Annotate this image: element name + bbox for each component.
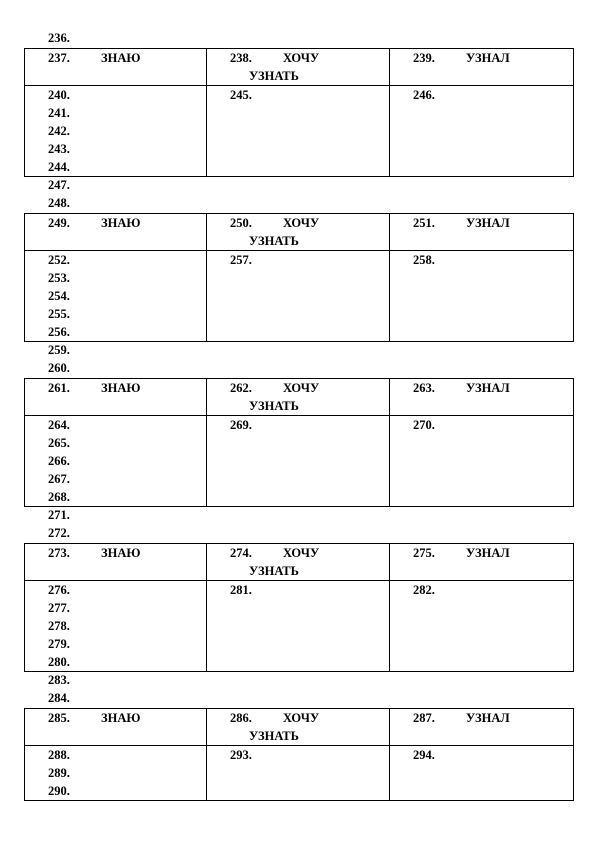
- know-item: 242.: [48, 124, 70, 138]
- numbered-line: 271.: [48, 508, 70, 522]
- know-item: 290.: [48, 784, 70, 798]
- kwl-header-row: [25, 709, 574, 746]
- numbered-line: 236.: [48, 31, 70, 45]
- header-number: 262.: [230, 381, 252, 395]
- know-item: 266.: [48, 454, 70, 468]
- learned-cell[interactable]: [390, 416, 574, 507]
- kwl-body-row: [25, 746, 574, 801]
- header-number: 238.: [230, 51, 252, 65]
- know-header-cell: [25, 214, 207, 251]
- know-item: 253.: [48, 271, 70, 285]
- learned-cell[interactable]: [390, 251, 574, 342]
- know-item-list: [25, 581, 206, 671]
- header-number: 275.: [413, 546, 435, 560]
- want-header-cell: [207, 379, 390, 416]
- learned-item: 246.: [413, 88, 435, 102]
- learned-item: 258.: [413, 253, 435, 267]
- kwl-table: [24, 708, 574, 801]
- header-number: 287.: [413, 711, 435, 725]
- want-header-cell: [207, 49, 390, 86]
- know-label: ЗНАЮ: [101, 711, 141, 725]
- know-item: 288.: [48, 748, 70, 762]
- learned-header-cell: [390, 544, 574, 581]
- learned-cell[interactable]: [390, 746, 574, 801]
- numbered-line: 283.: [48, 673, 70, 687]
- know-label: ЗНАЮ: [101, 381, 141, 395]
- know-item: 268.: [48, 490, 70, 504]
- want-cell[interactable]: [207, 746, 390, 801]
- know-cell[interactable]: [25, 251, 207, 342]
- learned-header-cell: [390, 49, 574, 86]
- header-number: 286.: [230, 711, 252, 725]
- learned-label: УЗНАЛ: [466, 216, 510, 230]
- learned-item: 270.: [413, 418, 435, 432]
- kwl-header-row: [25, 544, 574, 581]
- want-cell[interactable]: [207, 581, 390, 672]
- want-label-line1: ХОЧУ: [283, 546, 320, 560]
- want-cell[interactable]: [207, 251, 390, 342]
- know-item: 267.: [48, 472, 70, 486]
- want-label-line2: УЗНАТЬ: [249, 729, 299, 743]
- numbered-line: 248.: [48, 196, 70, 210]
- kwl-header-row: [25, 214, 574, 251]
- header-number: 285.: [48, 711, 70, 725]
- know-label: ЗНАЮ: [101, 546, 141, 560]
- want-header-cell: [207, 214, 390, 251]
- kwl-body-row: [25, 416, 574, 507]
- know-item-list: [25, 416, 206, 506]
- learned-header-cell: [390, 709, 574, 746]
- want-label-line2: УЗНАТЬ: [249, 69, 299, 83]
- header-number: 261.: [48, 381, 70, 395]
- header-number: 249.: [48, 216, 70, 230]
- learned-label: УЗНАЛ: [466, 546, 510, 560]
- numbered-line: 260.: [48, 361, 70, 375]
- know-label: ЗНАЮ: [101, 51, 141, 65]
- want-cell[interactable]: [207, 86, 390, 177]
- know-item: 254.: [48, 289, 70, 303]
- want-cell[interactable]: [207, 416, 390, 507]
- kwl-table: [24, 213, 574, 342]
- know-item-list: [25, 251, 206, 341]
- learned-header-cell: [390, 379, 574, 416]
- know-header-cell: [25, 379, 207, 416]
- know-item: 240.: [48, 88, 70, 102]
- header-number: 237.: [48, 51, 70, 65]
- know-cell[interactable]: [25, 416, 207, 507]
- want-label-line1: ХОЧУ: [283, 381, 320, 395]
- know-cell[interactable]: [25, 581, 207, 672]
- want-label-line2: УЗНАТЬ: [249, 399, 299, 413]
- kwl-body-row: [25, 251, 574, 342]
- kwl-header-row: [25, 379, 574, 416]
- know-item: 241.: [48, 106, 70, 120]
- know-item-list: [25, 86, 206, 176]
- want-item: 293.: [230, 748, 252, 762]
- know-item: 244.: [48, 160, 70, 174]
- numbered-line: 259.: [48, 343, 70, 357]
- learned-cell[interactable]: [390, 86, 574, 177]
- numbered-line: 247.: [48, 178, 70, 192]
- know-header-cell: [25, 49, 207, 86]
- know-item: 278.: [48, 619, 70, 633]
- header-number: 239.: [413, 51, 435, 65]
- know-item: 289.: [48, 766, 70, 780]
- learned-cell[interactable]: [390, 581, 574, 672]
- know-item: 265.: [48, 436, 70, 450]
- learned-label: УЗНАЛ: [466, 51, 510, 65]
- know-item: 252.: [48, 253, 70, 267]
- learned-item: 294.: [413, 748, 435, 762]
- want-label-line1: ХОЧУ: [283, 216, 320, 230]
- want-item: 281.: [230, 583, 252, 597]
- know-header-cell: [25, 709, 207, 746]
- header-number: 250.: [230, 216, 252, 230]
- learned-header-cell: [390, 214, 574, 251]
- learned-label: УЗНАЛ: [466, 711, 510, 725]
- know-cell[interactable]: [25, 746, 207, 801]
- want-label-line1: ХОЧУ: [283, 51, 320, 65]
- want-label-line1: ХОЧУ: [283, 711, 320, 725]
- header-number: 263.: [413, 381, 435, 395]
- learned-item: 282.: [413, 583, 435, 597]
- kwl-table: [24, 48, 574, 177]
- want-item: 257.: [230, 253, 252, 267]
- want-label-line2: УЗНАТЬ: [249, 234, 299, 248]
- know-item: 277.: [48, 601, 70, 615]
- know-item: 243.: [48, 142, 70, 156]
- know-item: 255.: [48, 307, 70, 321]
- want-header-cell: [207, 544, 390, 581]
- numbered-line: 284.: [48, 691, 70, 705]
- want-header-cell: [207, 709, 390, 746]
- learned-label: УЗНАЛ: [466, 381, 510, 395]
- kwl-table: [24, 378, 574, 507]
- know-item: 264.: [48, 418, 70, 432]
- kwl-body-row: [25, 86, 574, 177]
- know-item-list: [25, 746, 206, 800]
- know-item: 280.: [48, 655, 70, 669]
- numbered-line: 272.: [48, 526, 70, 540]
- header-number: 251.: [413, 216, 435, 230]
- know-header-cell: [25, 544, 207, 581]
- want-item: 269.: [230, 418, 252, 432]
- kwl-table: [24, 543, 574, 672]
- header-number: 274.: [230, 546, 252, 560]
- know-item: 276.: [48, 583, 70, 597]
- know-label: ЗНАЮ: [101, 216, 141, 230]
- know-item: 279.: [48, 637, 70, 651]
- know-item: 256.: [48, 325, 70, 339]
- kwl-header-row: [25, 49, 574, 86]
- want-label-line2: УЗНАТЬ: [249, 564, 299, 578]
- kwl-body-row: [25, 581, 574, 672]
- want-item: 245.: [230, 88, 252, 102]
- header-number: 273.: [48, 546, 70, 560]
- know-cell[interactable]: [25, 86, 207, 177]
